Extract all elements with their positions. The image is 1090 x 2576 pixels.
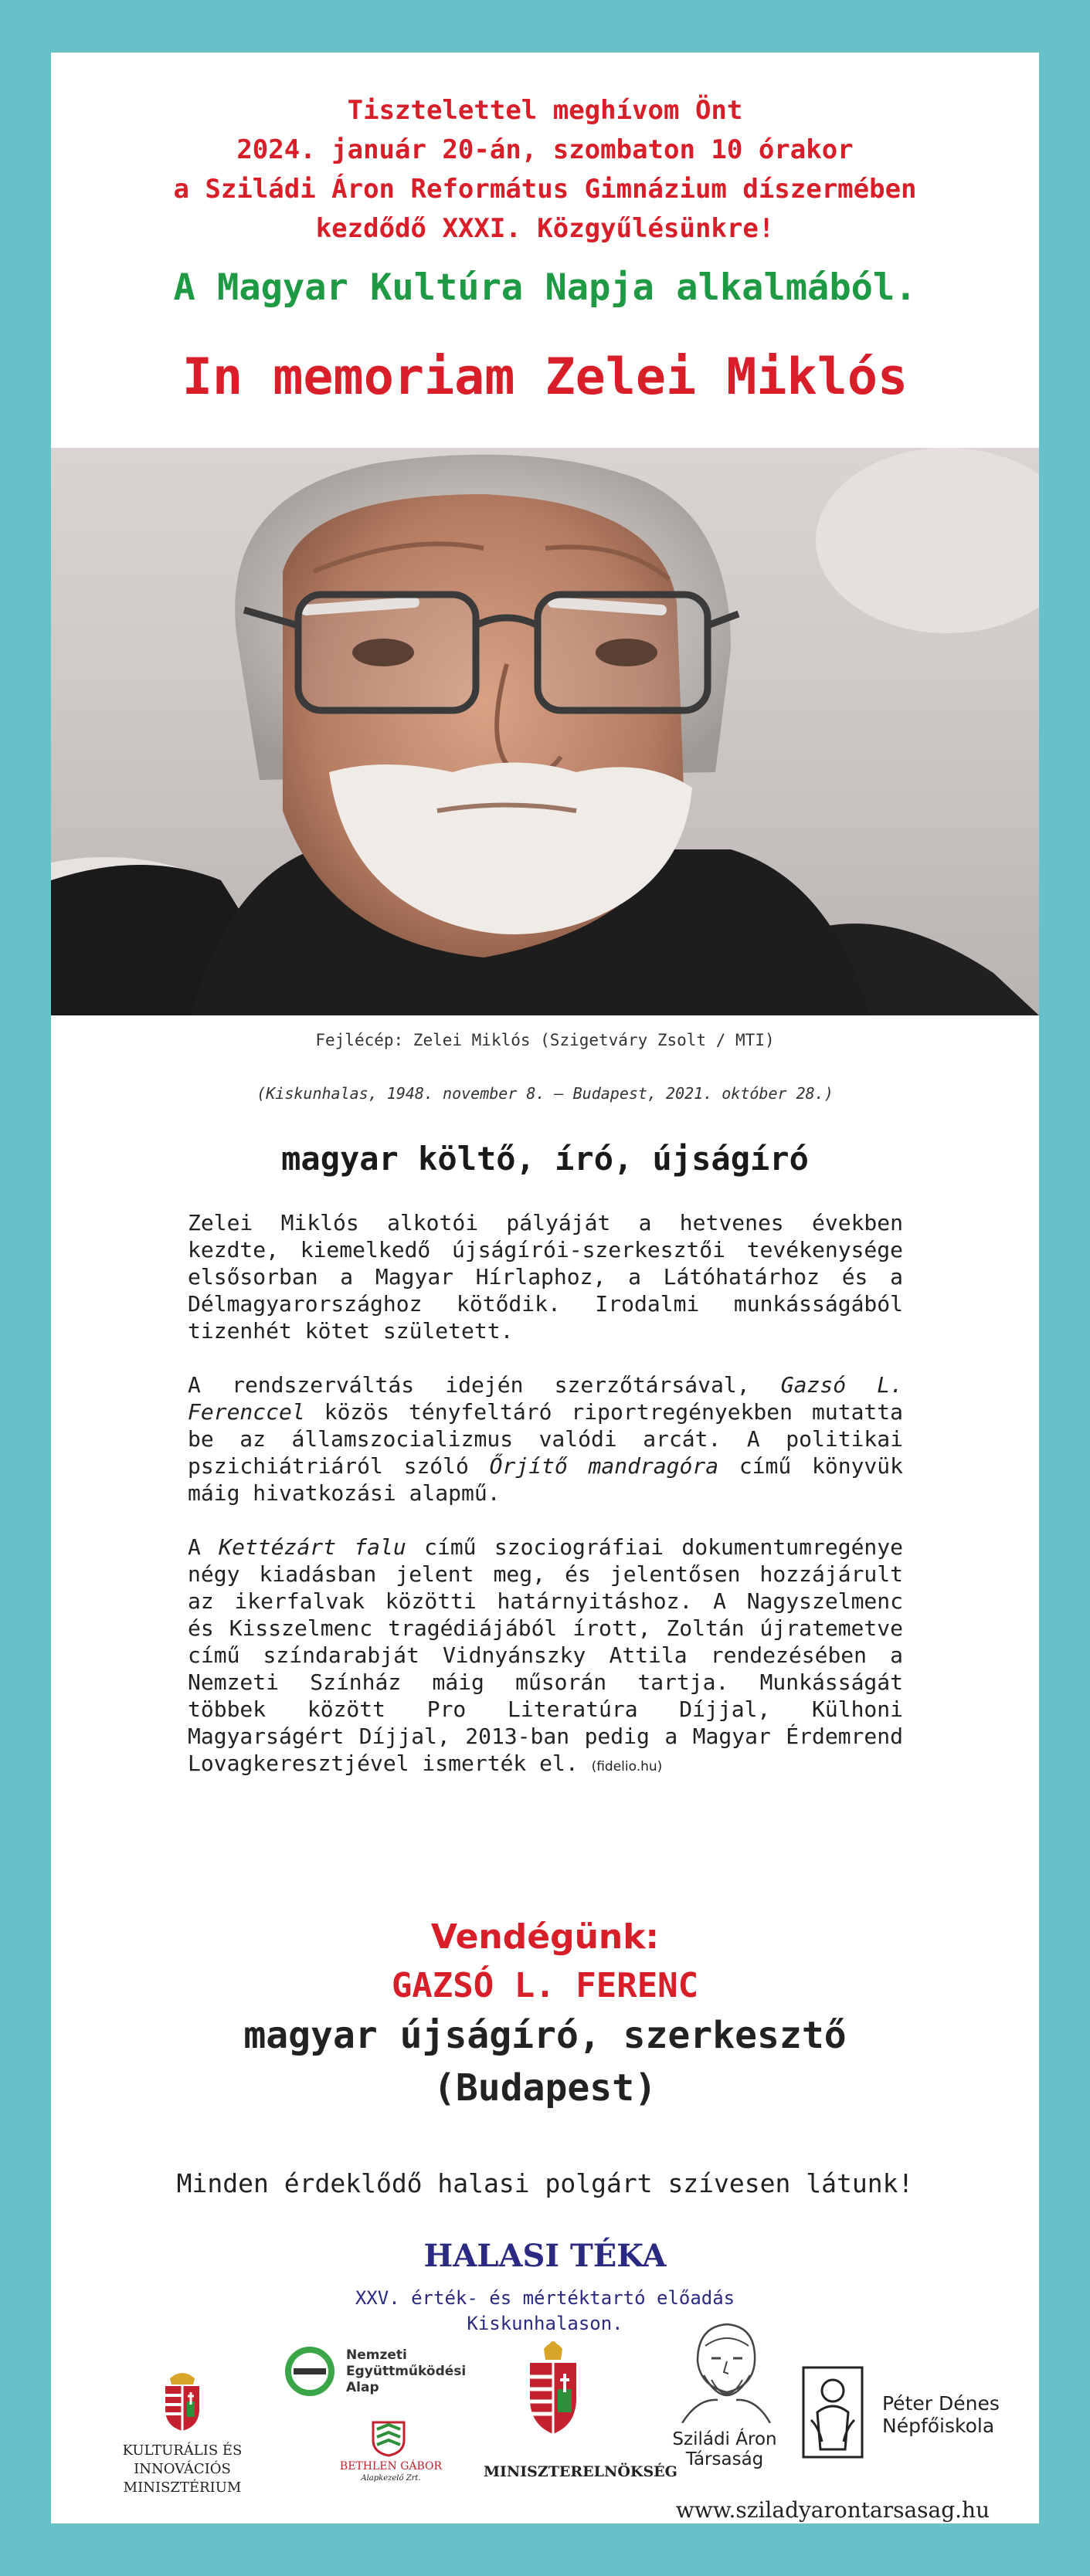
teka-subtitle — [51, 2286, 1039, 2337]
pm-office-label: MINISZTERELNÖKSÉG — [484, 2463, 677, 2480]
szilady-label — [655, 2429, 794, 2469]
bio-text: A — [188, 1534, 219, 1560]
guest-name: GAZSÓ L. FERENC — [391, 1966, 699, 2005]
coat-of-arms-icon — [525, 2338, 581, 2439]
bethlen-label: BETHLEN GÁBOR — [339, 2460, 443, 2473]
bio-source: (fidelio.hu) — [591, 1759, 663, 1774]
nea-circle-icon — [283, 2344, 337, 2398]
nea-label-line: Nemzeti — [346, 2347, 407, 2363]
bio-paragraph — [188, 1534, 903, 1781]
life-dates: (Kiskunhalas, 1948. november 8. – Budapest, 2021. október 28.) — [256, 1084, 834, 1103]
peter-denes-logo — [802, 2366, 1026, 2482]
bio-italic: Kettézárt falu — [219, 1534, 406, 1560]
invitation-line: 2024. január 20-án, szombaton 10 órakor — [236, 134, 854, 165]
teka-subtitle-line: Kiskunhalason. — [467, 2313, 623, 2334]
bio-paragraph — [188, 1209, 903, 1344]
portrait-photo — [51, 448, 1039, 1015]
peter-denes-label — [882, 2392, 1000, 2437]
nea-label — [346, 2347, 466, 2396]
bio-text: című könyvük máig hivatkozási alapmű. — [188, 1453, 903, 1506]
nea-label-line: Együttműködési — [346, 2364, 467, 2379]
invitation-text — [51, 91, 1039, 249]
portrait-illustration — [51, 448, 1039, 1015]
ministry-logo — [82, 2371, 283, 2494]
nea-label-line: Alap — [346, 2380, 379, 2395]
teka-subtitle-line: XXV. érték- és mértéktartó előadás — [355, 2287, 735, 2309]
bio-paragraph — [188, 1371, 903, 1507]
welcome-text: Minden érdeklődő halasi polgárt szívesen látunk! — [176, 2168, 914, 2198]
invitation-line: Tisztelettel meghívom Önt — [347, 95, 743, 126]
bio-italic: Gazsó L. Ferenccel — [188, 1372, 904, 1425]
szilady-label-line: Sziládi Áron — [672, 2429, 777, 2449]
peter-denes-label-line: Péter Dénes — [882, 2392, 1000, 2415]
szilady-portrait-icon — [674, 2315, 775, 2423]
invitation-sheet — [51, 53, 1039, 2523]
profession-heading: magyar költő, író, újságíró — [281, 1140, 809, 1178]
pm-office-logo — [484, 2338, 677, 2485]
invitation-line: a Sziládi Áron Református Gimnázium díszermében — [173, 174, 917, 205]
ministry-label: KULTURÁLIS ÉS INNOVÁCIÓS MINISZTÉRIUM — [122, 2442, 243, 2496]
guest-city: (Budapest) — [433, 2066, 657, 2110]
bio-text: Zelei Miklós alkotói pályáját a hetvenes években kezdte, kiemelkedő újságírói-szerkesztői tevékenysége elsősorban a Magyar Hírlaphoz, a Látóhatárhoz és a Délmagyarországhoz kötődik. Irodalmi munkásságából tizenhét kötet született. — [188, 1210, 903, 1344]
bio-text: A rendszerváltás idején szerzőtársával, — [188, 1372, 781, 1398]
guest-role: magyar újságíró, szerkesztő — [243, 2014, 847, 2057]
bethlen-shield-icon — [369, 2418, 408, 2457]
invitation-line: kezdődő XXXI. Közgyűlésünkre! — [315, 213, 775, 244]
guest-heading: Vendégünk: — [430, 1917, 660, 1957]
peter-denes-emblem-icon — [802, 2366, 864, 2459]
bio-italic: Őrjítő mandragóra — [489, 1453, 719, 1479]
peter-denes-label-line: Népfőiskola — [882, 2415, 995, 2437]
szilady-label-line: Társaság — [685, 2449, 764, 2469]
bio-text: közös tényfeltáró riportregényekben mutatta be az államszocializmus valódi arcát. A politikai pszichiátriáról szóló — [188, 1399, 903, 1479]
szilady-society-logo — [655, 2315, 794, 2477]
occasion-title: A Magyar Kultúra Napja alkalmából. — [173, 266, 917, 309]
nea-logo — [283, 2344, 468, 2406]
teka-title: HALASI TÉKA — [423, 2238, 667, 2274]
bethlen-sub-label: Alapkezelő Zrt. — [361, 2474, 421, 2483]
biography — [188, 1209, 903, 1808]
photo-caption: Fejlécép: Zelei Miklós (Szigetváry Zsolt / MTI) — [315, 1031, 775, 1049]
bio-text: című szociográfiai dokumentumregénye négy kiadásban jelent meg, és jelentősen hozzájárult az ikerfalvak közötti határnyitáshoz. A Nagyszelmenc és Kisszelmenc tragédiájából írott, Zoltán újratemetve című színdarabját Vidnyánszky Attila rendezésében a Nemzeti Színház máig műsorán tartja. Munkásságát többek között Pro Literatúra Díjjal, Külhoni Magyarságért Díjjal, 2013-ban pedig a Magyar Érdemrend Lovagkeresztjével ismerték el. — [188, 1534, 903, 1776]
coat-of-arms-icon — [159, 2371, 205, 2432]
bethlen-logo — [337, 2418, 445, 2496]
memoriam-title: In memoriam Zelei Miklós — [182, 348, 908, 406]
website-link[interactable]: www.sziladyarontarsasag.hu — [675, 2497, 990, 2523]
